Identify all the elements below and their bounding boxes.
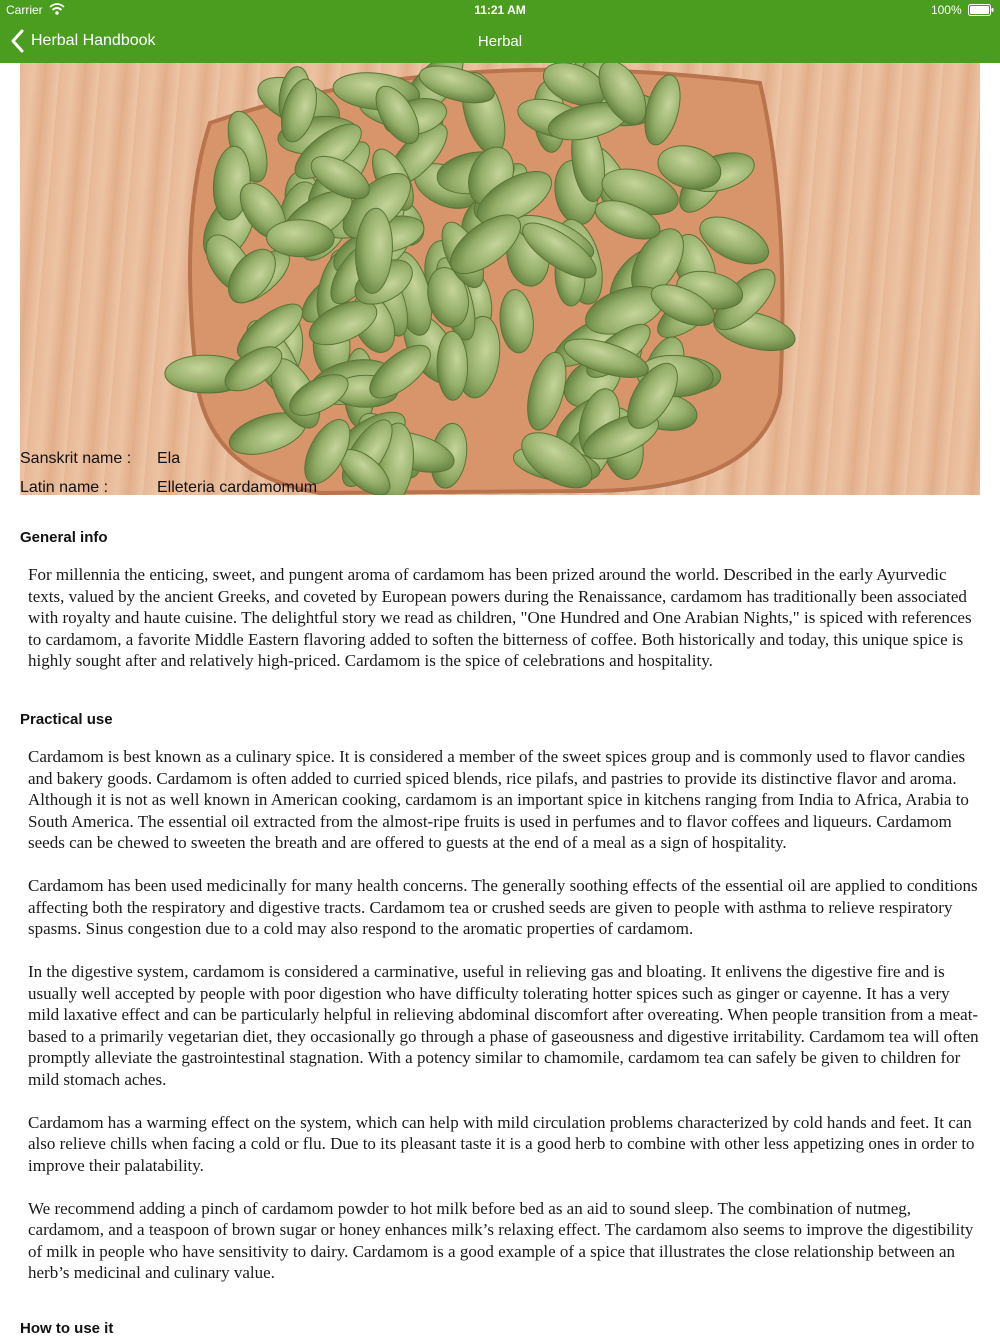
page-title: Herbal xyxy=(477,33,523,50)
cardamom-pod xyxy=(266,219,334,257)
paragraph: We recommend adding a pinch of cardamom powder to hot milk before bed as an aid to sound sleep. The combination of nutmeg, cardamom, and a teaspoon of brown sugar or honey enhances milk’s relaxing effect. The cardamom also seems to improve the digestibility of milk in people who have sensitivity to dairy. Cardamom is a good example of a spice that illustrates the close relationship between an herb’s medicinal and culinary value. xyxy=(28,1198,974,1282)
paragraph: Cardamom is best known as a culinary spice. It is considered a member of the sweet spices group and is commonly used to flavor candies and bakery goods. Cardamom is often added to curried spiced blends, rice pilafs, and pastries to provide its distinctive flavor and aroma. Although it is not as well known in American cooking, cardamom is an important spice in kitchens ranging from India to Africa, Arabia to South America. The essential oil extracted from the almost-ripe fruits is used in perfumes and to flavor coffees and liqueurs. Cardamom seeds can be chewed to sweeten the breath and are offered to guests at the end of a meal as a sign of hospitality. xyxy=(28,747,969,852)
paragraph: In the digestive system, cardamom is considered a carminative, useful in relieving gas and bloating. It enlivens the digestive fire and is usually well accepted by people with poor digestion who have difficulty tolerating hotter spices such as ginger or cayenne. It has a very mild laxative effect and can be particularly helpful in relieving abdominal discomfort after overeating. When people transition from a meat-based to a primarily vegetarian diet, they occasionally go through a phase of gaseousness and digestive irritability. Cardamom tea will often promptly alleviate the gastrointestinal stagnation. With a potency similar to chamomile, cardamom tea can safely be given to children for mild stomach aches. xyxy=(28,962,979,1089)
clock: 11:21 AM xyxy=(474,3,526,17)
battery-icon xyxy=(968,4,994,16)
practical-use-text xyxy=(28,746,984,1305)
how-to-use-heading: How to use it xyxy=(20,1320,114,1337)
practical-use-heading: Practical use xyxy=(20,711,113,728)
paragraph: For millennia the enticing, sweet, and pungent aroma of cardamom has been prized around the world. Described in the early Ayurvedic texts, valued by the ancient Greeks, and coveted by European powers during the Renaissance, cardamom has traditionally been associated with royalty and haute cuisine. The delightful story we read as children, "One Hundred and One Arabian Nights," is spiced with references to cardamom, a favorite Middle Eastern flavoring added to soften the bitterness of coffee. Both historically and today, this unique spice is highly sought after and relatively high-priced. Cardamom is the spice of celebrations and hospitality. xyxy=(28,565,972,670)
latin-label: Latin name : xyxy=(20,479,109,496)
sanskrit-value: Ela xyxy=(157,450,181,467)
status-bar xyxy=(0,0,1000,22)
general-info-text xyxy=(28,564,984,693)
general-info-heading: General info xyxy=(20,529,108,546)
back-button-label: Herbal Handbook xyxy=(31,32,156,49)
paragraph: Cardamom has been used medicinally for many health concerns. The generally soothing effects of the essential oil are applied to conditions affecting both the respiratory and digestive tracts. Cardamom tea or crushed seeds are given to people with asthma to relieve respiratory spasms. Sinus congestion due to a cold may also respond to the aromatic properties of cardamom. xyxy=(28,876,978,938)
sanskrit-label: Sanskrit name : xyxy=(20,450,132,467)
battery-indicator xyxy=(931,3,994,17)
navigation-bar xyxy=(0,0,1000,63)
carrier-label: Carrier xyxy=(6,3,43,17)
battery-percent: 100% xyxy=(930,3,962,17)
latin-value: Elleteria cardamomum xyxy=(157,479,318,496)
nav-row xyxy=(0,22,1000,63)
paragraph: Cardamom has a warming effect on the system, which can help with mild circulation problems characterized by cold hands and feet. It can also relieve chills when facing a cold or flu. Due to its pleasant taste it is a good herb to combine with other less appetizing ones in order to improve their palatability. xyxy=(28,1112,975,1175)
herb-photo xyxy=(20,63,980,495)
